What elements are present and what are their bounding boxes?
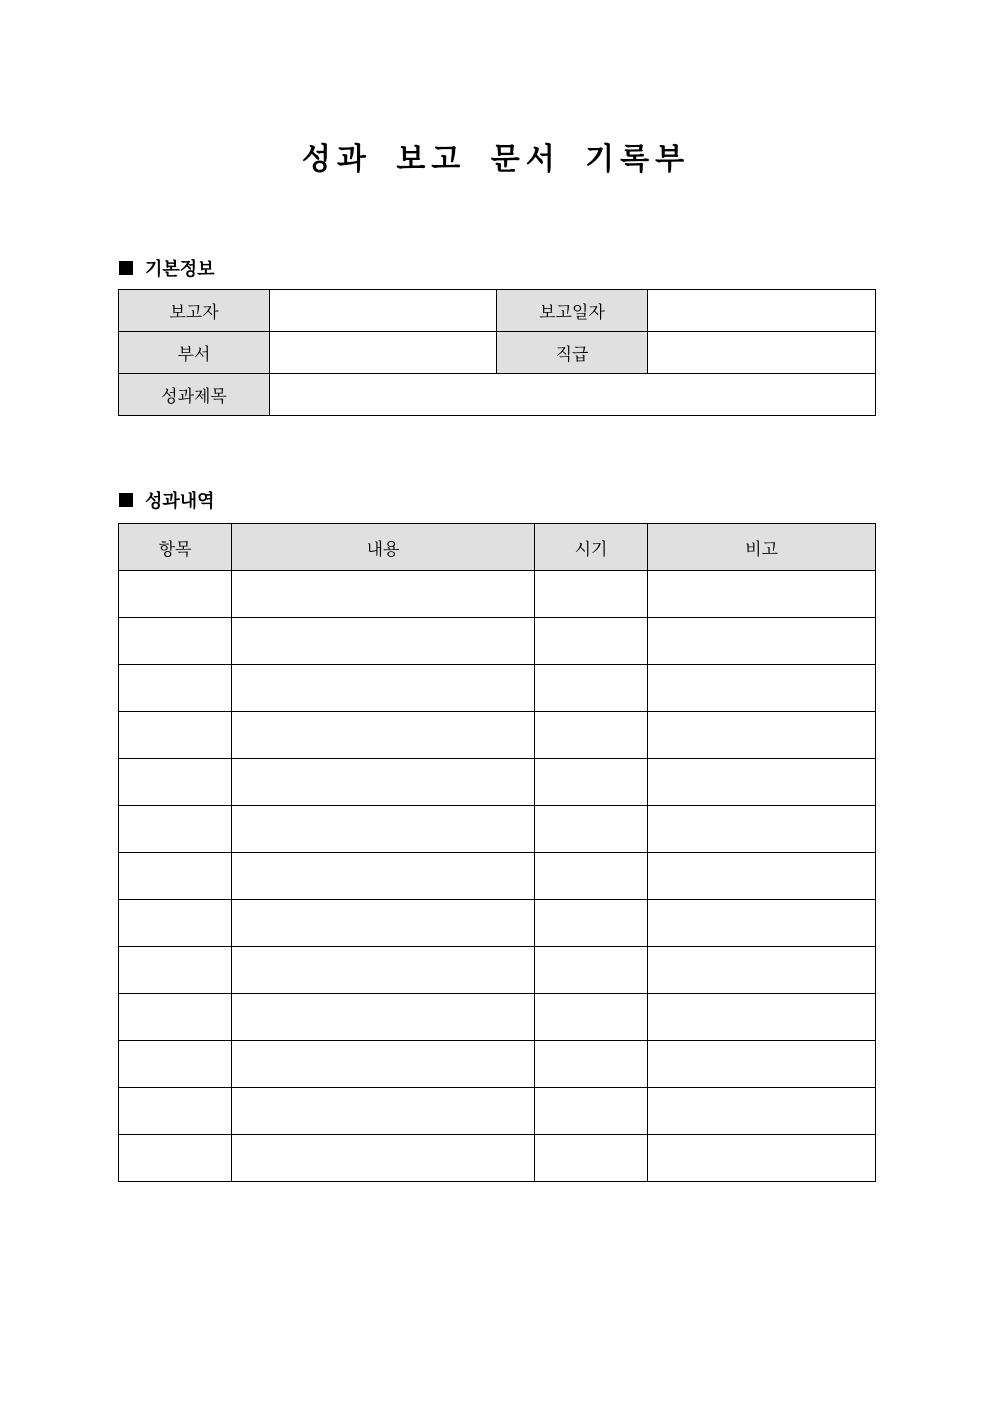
column-header-period: 시기	[535, 524, 648, 571]
remarks-cell[interactable]	[648, 1088, 876, 1135]
item-cell[interactable]	[119, 1135, 232, 1182]
period-cell[interactable]	[535, 900, 648, 947]
basic-info-row	[119, 332, 876, 374]
column-header-content: 내용	[232, 524, 535, 571]
table-row	[119, 618, 876, 665]
content-cell[interactable]	[232, 900, 535, 947]
content-cell[interactable]	[232, 1135, 535, 1182]
report-date-label: 보고일자	[497, 290, 648, 332]
remarks-cell[interactable]	[648, 853, 876, 900]
remarks-cell[interactable]	[648, 1041, 876, 1088]
period-cell[interactable]	[535, 759, 648, 806]
report-date-field[interactable]	[648, 290, 876, 332]
remarks-cell[interactable]	[648, 1135, 876, 1182]
period-cell[interactable]	[535, 712, 648, 759]
item-cell[interactable]	[119, 759, 232, 806]
reporter-label: 보고자	[119, 290, 270, 332]
content-cell[interactable]	[232, 806, 535, 853]
department-label: 부서	[119, 332, 270, 374]
document-title: 성과 보고 문서 기록부	[301, 142, 691, 177]
content-cell[interactable]	[232, 853, 535, 900]
item-cell[interactable]	[119, 947, 232, 994]
table-row	[119, 712, 876, 759]
period-cell[interactable]	[535, 1135, 648, 1182]
remarks-cell[interactable]	[648, 994, 876, 1041]
achievement-title-field[interactable]	[270, 374, 876, 416]
achievement-details-heading-label: 성과내역	[145, 491, 215, 512]
table-row	[119, 947, 876, 994]
content-cell[interactable]	[232, 994, 535, 1041]
column-header-remarks: 비고	[648, 524, 876, 571]
item-cell[interactable]	[119, 806, 232, 853]
table-row	[119, 665, 876, 712]
table-row	[119, 1135, 876, 1182]
table-row	[119, 853, 876, 900]
period-cell[interactable]	[535, 947, 648, 994]
content-cell[interactable]	[232, 1088, 535, 1135]
remarks-cell[interactable]	[648, 712, 876, 759]
period-cell[interactable]	[535, 571, 648, 618]
basic-info-row	[119, 290, 876, 332]
item-cell[interactable]	[119, 1041, 232, 1088]
content-cell[interactable]	[232, 759, 535, 806]
square-bullet-icon	[119, 261, 133, 275]
item-cell[interactable]	[119, 665, 232, 712]
achievement-title-label: 성과제목	[119, 374, 270, 416]
basic-info-row	[119, 374, 876, 416]
remarks-cell[interactable]	[648, 759, 876, 806]
content-cell[interactable]	[232, 665, 535, 712]
square-bullet-icon	[119, 493, 133, 507]
achievement-details-heading	[119, 487, 215, 513]
basic-info-heading	[119, 255, 215, 281]
achievement-details-table	[118, 523, 876, 1182]
table-row	[119, 759, 876, 806]
department-field[interactable]	[270, 332, 497, 374]
basic-info-heading-label: 기본정보	[145, 259, 215, 280]
item-cell[interactable]	[119, 571, 232, 618]
table-header-row	[119, 524, 876, 571]
item-cell[interactable]	[119, 853, 232, 900]
content-cell[interactable]	[232, 571, 535, 618]
remarks-cell[interactable]	[648, 806, 876, 853]
remarks-cell[interactable]	[648, 618, 876, 665]
item-cell[interactable]	[119, 900, 232, 947]
item-cell[interactable]	[119, 618, 232, 665]
table-row	[119, 806, 876, 853]
item-cell[interactable]	[119, 1088, 232, 1135]
remarks-cell[interactable]	[648, 947, 876, 994]
period-cell[interactable]	[535, 853, 648, 900]
reporter-field[interactable]	[270, 290, 497, 332]
basic-info-table	[118, 289, 876, 416]
remarks-cell[interactable]	[648, 665, 876, 712]
period-cell[interactable]	[535, 618, 648, 665]
content-cell[interactable]	[232, 1041, 535, 1088]
table-row	[119, 1041, 876, 1088]
position-label: 직급	[497, 332, 648, 374]
period-cell[interactable]	[535, 994, 648, 1041]
content-cell[interactable]	[232, 618, 535, 665]
period-cell[interactable]	[535, 1088, 648, 1135]
period-cell[interactable]	[535, 665, 648, 712]
table-row	[119, 571, 876, 618]
achievement-details-body	[119, 571, 876, 1182]
period-cell[interactable]	[535, 806, 648, 853]
remarks-cell[interactable]	[648, 571, 876, 618]
content-cell[interactable]	[232, 947, 535, 994]
content-cell[interactable]	[232, 712, 535, 759]
position-field[interactable]	[648, 332, 876, 374]
item-cell[interactable]	[119, 712, 232, 759]
column-header-item: 항목	[119, 524, 232, 571]
item-cell[interactable]	[119, 994, 232, 1041]
table-row	[119, 1088, 876, 1135]
remarks-cell[interactable]	[648, 900, 876, 947]
table-row	[119, 900, 876, 947]
period-cell[interactable]	[535, 1041, 648, 1088]
table-row	[119, 994, 876, 1041]
